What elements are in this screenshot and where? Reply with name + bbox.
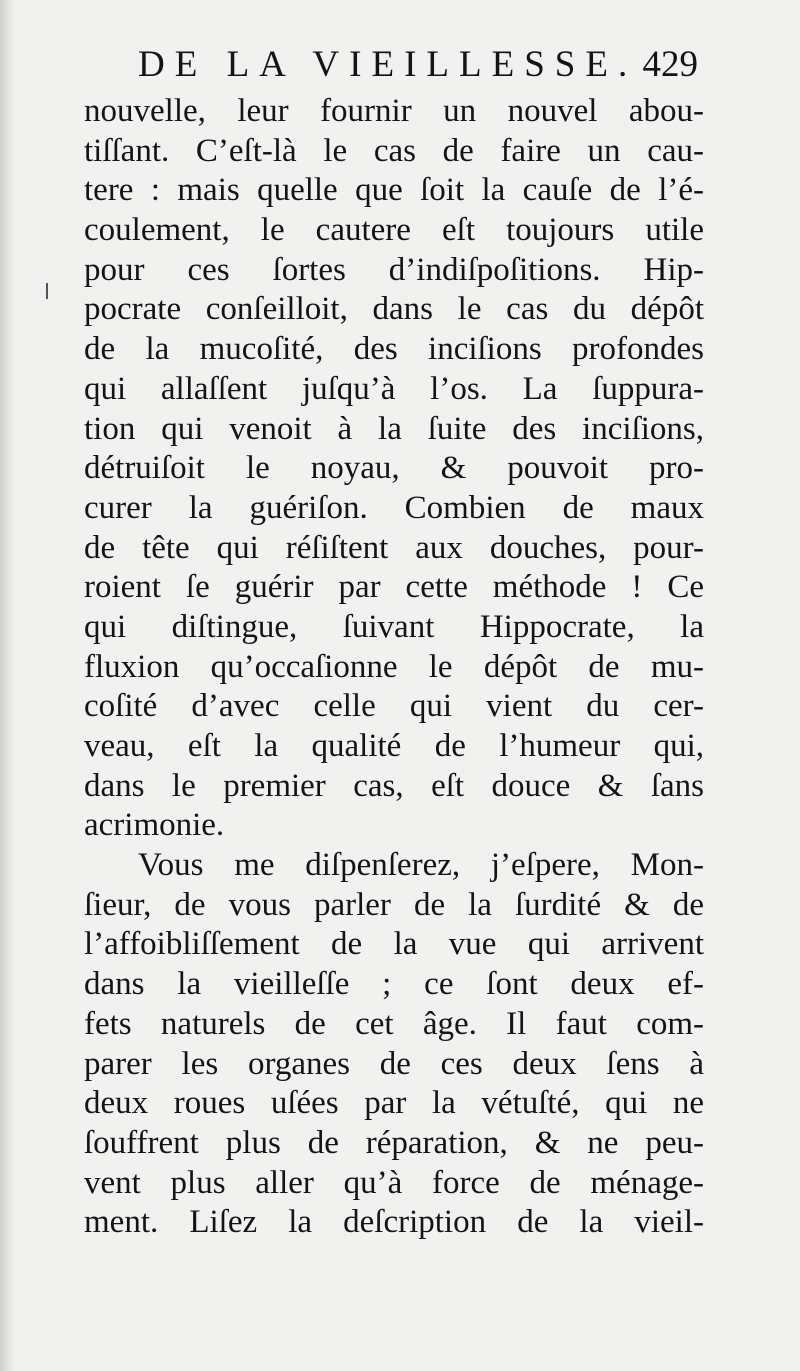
- text-line: parer les organes de ces deux ſens à: [84, 1045, 704, 1082]
- page-edge-shadow: [0, 0, 14, 1371]
- text-line: ſouffrent plus de réparation, & ne peu-: [84, 1124, 704, 1161]
- text-line: nouvelle, leur fournir un nouvel abou-: [84, 93, 704, 129]
- text-line: vent plus aller qu’à force de ménage-: [84, 1164, 704, 1201]
- text-line: fets naturels de cet âge. Il faut com-: [84, 1005, 704, 1042]
- text-line: tiſſant. C’eſt-là le cas de faire un cau-: [84, 132, 704, 169]
- text-line: l’affoibliſſement de la vue qui arrivent: [84, 926, 704, 963]
- text-line: deux roues uſées par la vétuſté, qui ne: [84, 1085, 704, 1122]
- text-line: acrimonie.: [84, 807, 225, 844]
- text-line: de tête qui réſiſtent aux douches, pour-: [84, 529, 704, 566]
- body-text: [84, 92, 704, 1243]
- running-header: [138, 40, 698, 90]
- text-line: pocrate conſeilloit, dans le cas du dépôt: [84, 291, 704, 328]
- text-line: dans le premier cas, eſt douce & ſans: [84, 767, 704, 804]
- margin-mark: [46, 283, 48, 299]
- text-line: pour ces ſortes d’indiſpoſitions. Hip-: [84, 251, 704, 288]
- text-line: de la mucoſité, des inciſions profondes: [84, 331, 704, 368]
- text-line: fluxion qu’occaſionne le dépôt de mu-: [84, 648, 704, 685]
- text-line: Vous me diſpenſerez, j’eſpere, Mon-: [138, 847, 704, 884]
- text-line: détruiſoit le noyau, & pouvoit pro-: [84, 450, 704, 487]
- text-line: qui allaſſent juſqu’à l’os. La ſuppura-: [84, 370, 704, 407]
- text-line: veau, eſt la qualité de l’humeur qui,: [84, 728, 704, 764]
- text-line: roient ſe guérir par cette méthode ! Ce: [84, 569, 704, 606]
- text-line: dans la vieilleſſe ; ce ſont deux ef-: [84, 966, 704, 1003]
- page-number: 429: [642, 44, 698, 85]
- text-line: qui diſtingue, ſuivant Hippocrate, la: [84, 608, 704, 645]
- paragraph-2: [84, 846, 704, 1243]
- text-line: ſieur, de vous parler de la ſurdité & de: [84, 886, 704, 923]
- running-title: DE LA VIEILLESSE.: [138, 44, 638, 85]
- text-line: tere : mais quelle que ſoit la cauſe de l’é-: [84, 172, 704, 209]
- text-line: coulement, le cautere eſt toujours utile: [84, 212, 704, 249]
- text-line: tion qui venoit à la ſuite des inciſions,: [84, 410, 704, 447]
- text-line: coſité d’avec celle qui vient du cer-: [84, 688, 704, 725]
- paragraph-1: [84, 92, 704, 846]
- text-line: curer la guériſon. Combien de maux: [84, 489, 704, 526]
- text-line: ment. Liſez la deſcription de la vieil-: [84, 1204, 704, 1241]
